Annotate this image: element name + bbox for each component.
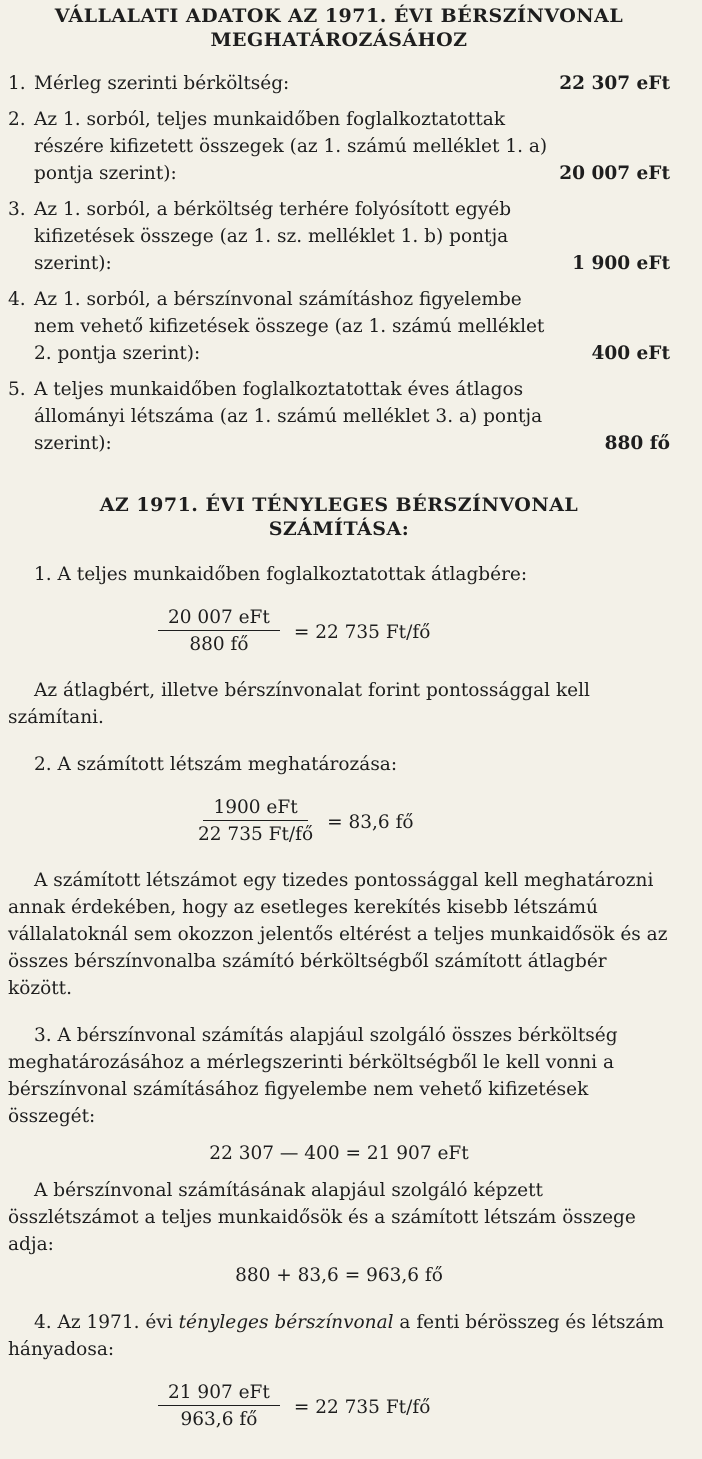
step-3-equation-2: 880 + 83,6 = 963,6 fő bbox=[235, 1265, 443, 1286]
fraction-numerator: 21 907 eFt bbox=[158, 1381, 280, 1406]
fraction-result: = 22 735 Ft/fő bbox=[293, 1397, 431, 1418]
step-4-emphasis: tényleges bérszínvonal bbox=[178, 1312, 394, 1333]
step-2-formula bbox=[8, 796, 670, 849]
step-2-heading: 2. A számított létszám meghatározása: bbox=[34, 754, 398, 775]
item-number: 4. bbox=[8, 289, 26, 310]
document-page bbox=[8, 4, 670, 1452]
title-line-1: VÁLLALATI ADATOK AZ 1971. ÉVI BÉRSZÍNVONAL bbox=[54, 5, 624, 27]
list-item bbox=[8, 286, 670, 367]
company-data-list bbox=[8, 70, 670, 457]
step-1-formula bbox=[8, 606, 670, 659]
fraction-denominator: 963,6 fő bbox=[180, 1409, 258, 1430]
item-text: Az 1. sorból, a bérszínvonal számításhoz figyelembe nem vehető kifizetések összege (az 1. számú melléklet 2. pontja szerint): bbox=[34, 289, 545, 364]
document-title bbox=[8, 4, 670, 52]
fraction-numerator: 1900 eFt bbox=[203, 796, 307, 821]
item-number: 1. bbox=[8, 73, 26, 94]
fraction bbox=[158, 606, 280, 659]
fraction bbox=[198, 796, 313, 849]
fraction-denominator: 880 fő bbox=[189, 634, 249, 655]
item-text: A teljes munkaidőben foglalkoztatottak éves átlagos állományi létszáma (az 1. számú melléklet 3. a) pontja szerint): bbox=[34, 379, 543, 454]
item-text: Az 1. sorból, teljes munkaidőben foglalkoztatottak részére kifizetett összegek (az 1. számú melléklet 1. a) pontja szerint): bbox=[34, 109, 548, 184]
fraction bbox=[158, 1381, 280, 1434]
section-heading-line-2: SZÁMÍTÁSA: bbox=[268, 518, 410, 540]
step-1-note: Az átlagbért, illetve bérszínvonalat forint pontossággal kell számítani. bbox=[8, 680, 590, 728]
step-4-text bbox=[8, 1309, 670, 1363]
step-3-text-2: A bérszínvonal számításának alapjául szolgáló képzett összlétszámot a teljes munkaidősök és a számított létszám összege adja: bbox=[8, 1180, 636, 1255]
item-number: 3. bbox=[8, 199, 26, 220]
section-heading-line-1: AZ 1971. ÉVI TÉNYLEGES BÉRSZÍNVONAL bbox=[99, 494, 579, 516]
list-item bbox=[8, 70, 670, 97]
item-value: 880 fő bbox=[604, 433, 670, 454]
fraction-result: = 22 735 Ft/fő bbox=[293, 622, 431, 643]
step-4-formula bbox=[8, 1381, 670, 1434]
item-value: 1 900 eFt bbox=[572, 253, 670, 274]
step-4-lead: 4. Az 1971. évi bbox=[34, 1312, 173, 1333]
fraction-denominator: 22 735 Ft/fő bbox=[198, 824, 314, 845]
step-1-heading: 1. A teljes munkaidőben foglalkoztatottak átlagbére: bbox=[34, 564, 528, 585]
step-3-equation-1: 22 307 — 400 = 21 907 eFt bbox=[209, 1143, 469, 1164]
item-value: 22 307 eFt bbox=[559, 73, 670, 94]
item-value: 20 007 eFt bbox=[559, 163, 670, 184]
step-3-text: 3. A bérszínvonal számítás alapjául szolgáló összes bérköltség meghatározásához a mérlegszerinti bérköltségből le kell vonni a bérszínvonal számításához figyelembe nem vehető kifizetések összegét: bbox=[8, 1025, 618, 1127]
item-number: 5. bbox=[8, 379, 26, 400]
item-text: Mérleg szerinti bérköltség: bbox=[34, 73, 290, 94]
step-4-tail: a fenti bérösszeg és létszám hányadosa: bbox=[8, 1312, 664, 1360]
fraction-numerator: 20 007 eFt bbox=[158, 606, 280, 631]
item-value: 400 eFt bbox=[591, 343, 670, 364]
item-text: Az 1. sorból, a bérköltség terhére folyósított egyéb kifizetések összege (az 1. sz. melléklet 1. b) pontja szerint): bbox=[34, 199, 512, 274]
list-item bbox=[8, 106, 670, 187]
item-number: 2. bbox=[8, 109, 26, 130]
list-item bbox=[8, 376, 670, 457]
list-item bbox=[8, 196, 670, 277]
title-line-2: MEGHATÁROZÁSÁHOZ bbox=[210, 29, 468, 51]
section-heading bbox=[8, 493, 670, 541]
fraction-result: = 83,6 fő bbox=[327, 812, 414, 833]
step-2-note: A számított létszámot egy tizedes pontossággal kell meghatározni annak érdekében, hogy az esetleges kerekítés kisebb létszámú vállalatoknál sem okozzon jelentős eltérést a teljes munkaidősök és az összes bérszínvonalba számító bérköltségből számított átlagbér között. bbox=[8, 870, 668, 999]
